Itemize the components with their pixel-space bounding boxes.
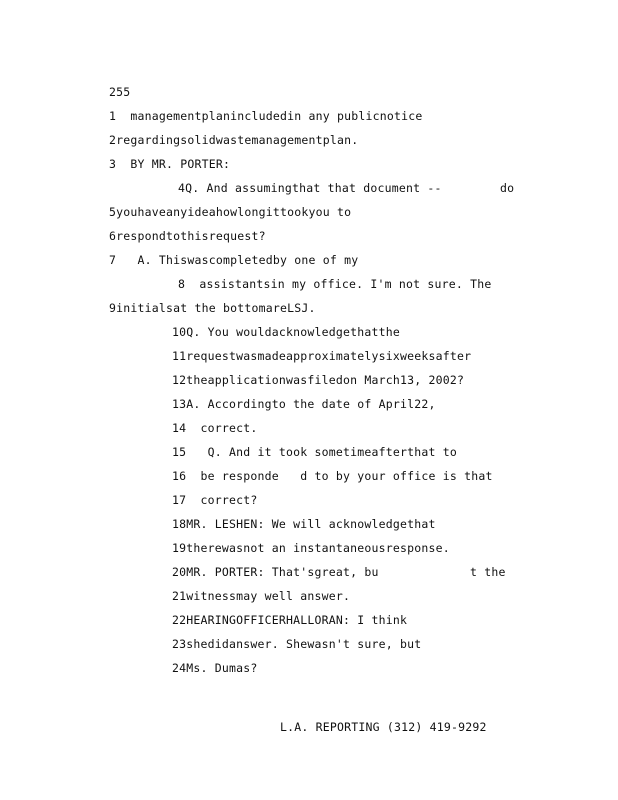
transcript-line-19: 19therewasnot an instantaneousresponse. [172, 541, 450, 555]
transcript-line-4: 4Q. And assumingthat that document -- [178, 181, 442, 195]
transcript-line-6: 6respondtothisrequest? [109, 229, 266, 243]
transcript-line-12: 12theapplicationwasfiledon March13, 2002? [172, 373, 465, 387]
transcript-line-11: 11requestwasmadeapproximatelysixweeksafter [172, 349, 472, 363]
transcript-line-24: 24Ms. Dumas? [172, 661, 258, 675]
transcript-line-20-end: t the [470, 565, 506, 579]
transcript-line-14: 14 correct. [172, 421, 258, 435]
transcript-line-23: 23shedidanswer. Shewasn't sure, but [172, 637, 422, 651]
transcript-line-4-end: do [500, 181, 515, 195]
page-number: 255 [109, 85, 131, 99]
transcript-line-8: 8 assistantsin my office. I'm not sure. The [178, 277, 492, 291]
reporter-footer: L.A. REPORTING (312) 419-9292 [280, 720, 487, 734]
transcript-line-1: 1 managementplanincludedin any publicnotice [109, 109, 423, 123]
transcript-line-20: 20MR. PORTER: That'sgreat, bu [172, 565, 379, 579]
transcript-line-17: 17 correct? [172, 493, 258, 507]
transcript-line-5: 5youhaveanyideahowlongittookyou to [109, 205, 352, 219]
transcript-line-13: 13A. Accordingto the date of April22, [172, 397, 436, 411]
transcript-line-16: 16 be responde d to by your office is that [172, 469, 493, 483]
transcript-line-7: 7 A. Thiswascompletedby one of my [109, 253, 359, 267]
transcript-line-2: 2regardingsolidwastemanagementplan. [109, 133, 359, 147]
transcript-line-3: 3 BY MR. PORTER: [109, 157, 231, 171]
transcript-line-21: 21witnessmay well answer. [172, 589, 351, 603]
transcript-line-18: 18MR. LESHEN: We will acknowledgethat [172, 517, 436, 531]
transcript-line-15: 15 Q. And it took sometimeafterthat to [172, 445, 457, 459]
transcript-line-22: 22HEARINGOFFICERHALLORAN: I think [172, 613, 408, 627]
transcript-line-9: 9initialsat the bottomareLSJ. [109, 301, 316, 315]
transcript-line-10: 10Q. You wouldacknowledgethatthe [172, 325, 400, 339]
